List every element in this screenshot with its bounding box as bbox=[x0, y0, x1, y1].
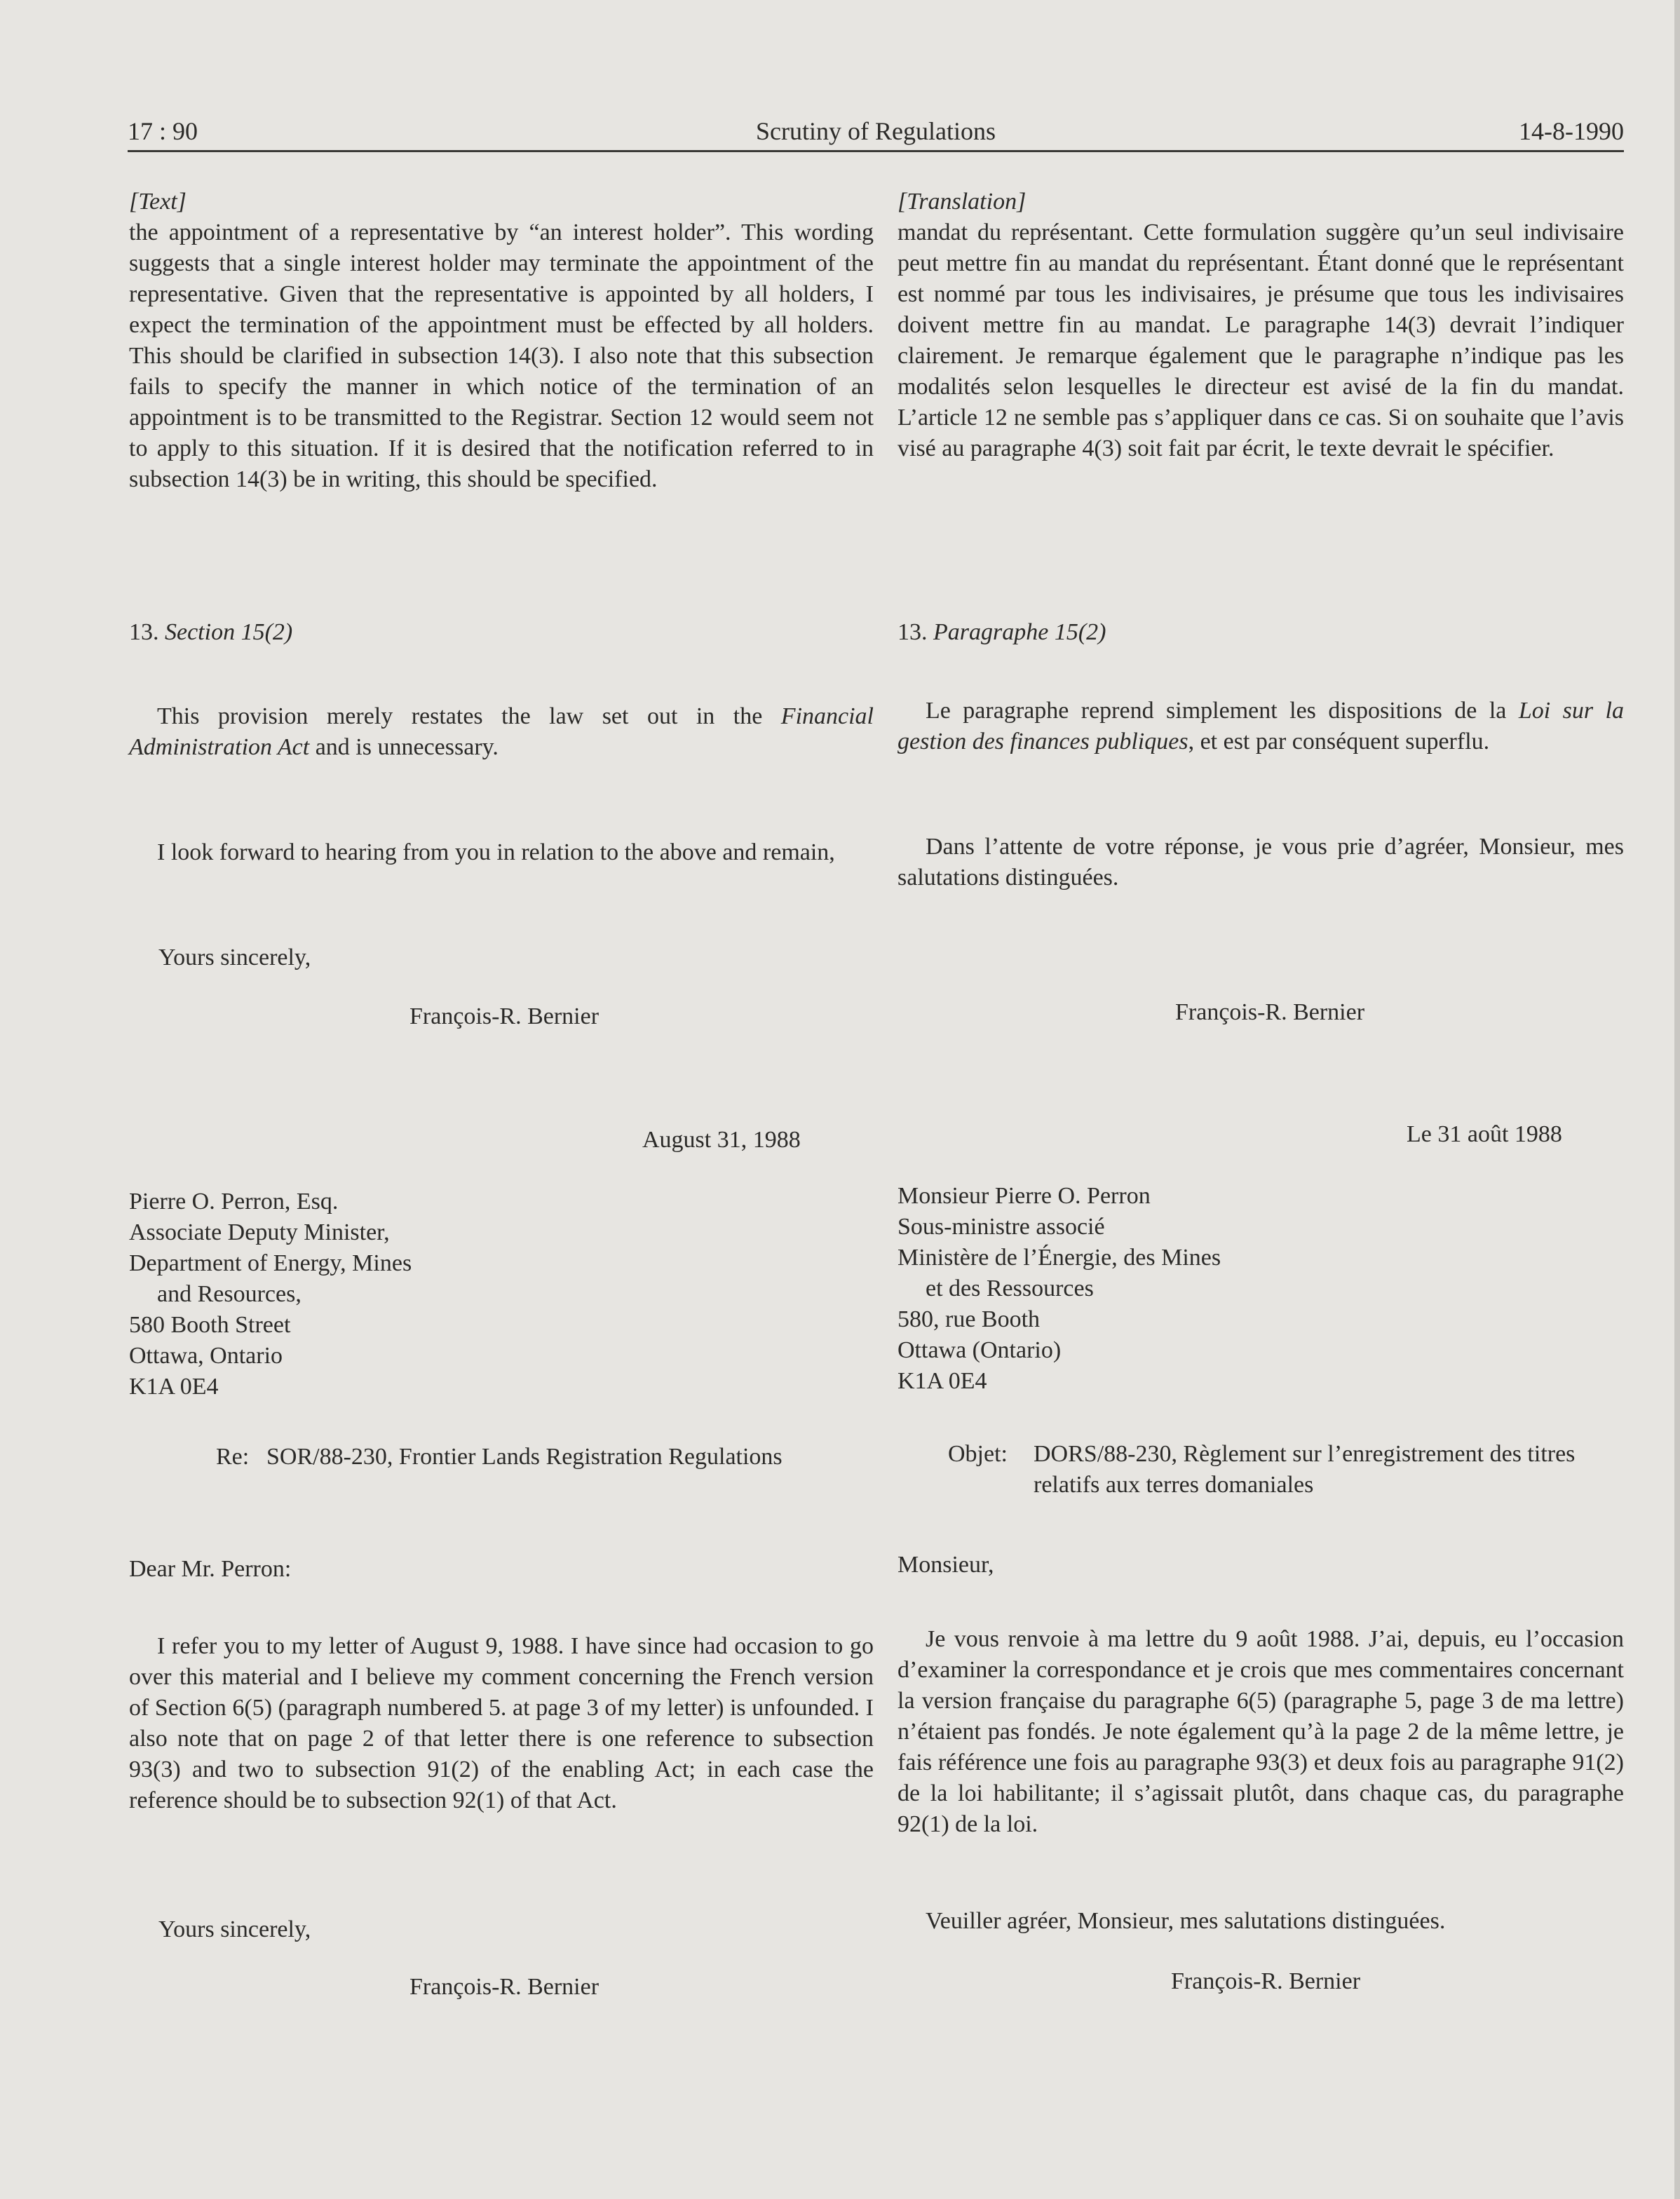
termination-paragraph: the appointment of a representative by “an interest holder”. This wording suggests that a single interest holder may terminate the appointment of the representative. Given that the representative is appointed by all holders, I expect the termination of the appointment must be effected by all holders. This should be clarified in subsection 14(3). I also note that this subsection fails to specify the manner in which notice of the termination of an appointment is to be transmitted to the Registrar. Section 12 would seem not to apply to this situation. If it is desired that the notification referred to in subsection 14(3) be in writing, this should be specified. bbox=[129, 219, 874, 492]
closing-paragraph: Dans l’attente de votre réponse, je vous prie d’agréer, Monsieur, mes salutations distinguées. bbox=[897, 834, 1624, 891]
letter-date: August 31, 1988 bbox=[642, 1127, 801, 1153]
section-title: Paragraphe 15(2) bbox=[933, 619, 1106, 645]
signature: François-R. Bernier bbox=[409, 1974, 599, 2000]
page-edge bbox=[1674, 0, 1680, 2199]
page-header bbox=[128, 114, 1624, 152]
section-number: 13. bbox=[129, 619, 159, 645]
header-date: 14-8-1990 bbox=[1519, 117, 1624, 145]
complimentary-close: Veuiller agréer, Monsieur, mes salutations distinguées. bbox=[926, 1908, 1446, 1934]
subject-line bbox=[897, 1439, 1624, 1502]
letter-date: Le 31 août 1988 bbox=[1407, 1121, 1562, 1147]
translation-label: [Translation] bbox=[897, 189, 1027, 215]
complimentary-close: Yours sincerely, bbox=[158, 1916, 311, 1942]
running-title: Scrutiny of Regulations bbox=[756, 117, 996, 145]
subject-label: Re: bbox=[216, 1444, 250, 1470]
signature: François-R. Bernier bbox=[1175, 999, 1365, 1025]
section-15-paragraph: Le paragraphe reprend simplement les dispositions de la Loi sur la gestion des finances publiques, et est par conséquent superflu. bbox=[897, 698, 1624, 755]
section-number: 13. bbox=[897, 619, 928, 645]
text-label: [Text] bbox=[129, 189, 187, 215]
recipient-address: Monsieur Pierre O. Perron Sous-ministre associé Ministère de l’Énergie, des Mines et des Ressources 580, rue Booth Ottawa (Ontario) K1A 0E4 bbox=[897, 1183, 1221, 1394]
act-title: Loi sur la gestion des finances publiques bbox=[897, 698, 1624, 755]
subject-line bbox=[129, 1442, 874, 1505]
subject-text: DORS/88-230, Règlement sur l’enregistrement des titres relatifs aux terres domaniales bbox=[1034, 1441, 1576, 1498]
subject-text: SOR/88-230, Frontier Lands Registration Regulations bbox=[266, 1444, 783, 1470]
salutation: Monsieur, bbox=[897, 1552, 994, 1578]
correction-paragraph: I refer you to my letter of August 9, 1988. I have since had occasion to go over this material and I believe my comment concerning the French version of Section 6(5) (paragraph numbered 5. at page 3 of my letter) is unfounded. I also note that on page 2 of that letter there is one reference to subsection 93(3) and two to subsection 91(2) of the enabling Act; in each case the reference should be to subsection 92(1) of that Act. bbox=[129, 1633, 874, 1813]
section-heading bbox=[129, 617, 874, 648]
correction-paragraph: Je vous renvoie à ma lettre du 9 août 1988. J’ai, depuis, eu l’occasion d’examiner la correspondance et je crois que mes commentaires concernant la version française du paragraphe 6(5) (paragraphe 5, page 3 de ma lettre) n’étaient pas fondés. Je note également qu’à la page 2 de la même lettre, je fais référence une fois au paragraphe 93(3) et deux fois au paragraphe 91(2) de la loi habilitante; il s’agissait plutôt, dans chaque cas, du paragraphe 92(1) de la loi. bbox=[897, 1626, 1624, 1837]
salutation: Dear Mr. Perron: bbox=[129, 1556, 292, 1582]
termination-paragraph: mandat du représentant. Cette formulation suggère qu’un seul indivisaire peut mettre fin au mandat du représentant. Étant donné que le représentant est nommé par tous les indivisaires, je présume que tous les indivisaires doivent mettre fin au mandat. Le paragraphe 14(3) devrait l’indiquer clairement. Je remarque également que le paragraphe n’indique pas les modalités selon lesquelles le directeur est avisé de la fin du mandat. L’article 12 ne semble pas s’appliquer dans ce cas. Si on souhaite que l’avis visé au paragraphe 4(3) soit fait par écrit, le texte devrait le spécifier. bbox=[897, 219, 1624, 461]
recipient-address: Pierre O. Perron, Esq. Associate Deputy Minister, Department of Energy, Mines and Resources, 580 Booth Street Ottawa, Ontario K1A 0E4 bbox=[129, 1189, 412, 1400]
page-number: 17 : 90 bbox=[128, 117, 198, 145]
section-heading bbox=[897, 617, 1624, 648]
closing-paragraph: I look forward to hearing from you in relation to the above and remain, bbox=[157, 839, 835, 865]
act-title: Financial Administration Act bbox=[129, 703, 874, 760]
section-15-paragraph: This provision merely restates the law set out in the Financial Administration Act and is unnecessary. bbox=[129, 703, 874, 760]
signature: François-R. Bernier bbox=[409, 1003, 599, 1029]
section-title: Section 15(2) bbox=[165, 619, 293, 645]
signature: François-R. Bernier bbox=[1171, 1968, 1361, 1994]
subject-label: Objet: bbox=[948, 1441, 1008, 1467]
complimentary-close: Yours sincerely, bbox=[158, 945, 311, 970]
